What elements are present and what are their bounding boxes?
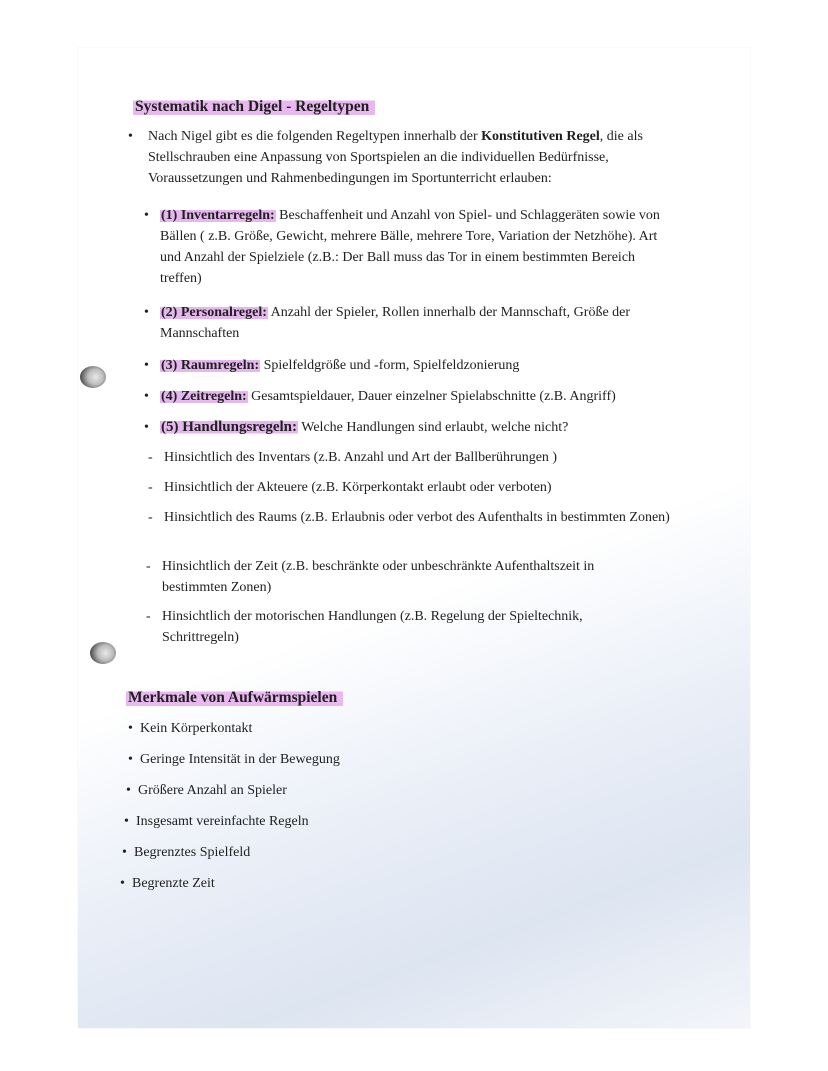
- bullet-symbol: •: [144, 208, 149, 223]
- bullet-symbol: •: [128, 721, 133, 736]
- list-item: Begrenztes Spielfeld: [134, 845, 251, 860]
- list-item: Begrenzte Zeit: [132, 876, 215, 891]
- rule-label: (5) Handlungsregeln:: [161, 419, 297, 435]
- list-item: Insgesamt vereinfachte Regeln: [136, 814, 309, 829]
- bullet-symbol: •: [144, 420, 149, 435]
- rule-label: (1) Inventarregeln:: [161, 208, 275, 223]
- rule-personalregel: [160, 302, 685, 344]
- section-heading-regeltypen: Systematik nach Digel - Regeltypen: [133, 97, 375, 117]
- rule-text: Spielfeldgröße und -form, Spielfeldzonierung: [260, 358, 520, 373]
- subpoint-zeit: Hinsichtlich der Zeit (z.B. beschränkte oder unbeschränkte Aufenthaltszeit in bestimmten Zonen): [162, 559, 595, 595]
- bullet-symbol: •: [120, 876, 125, 891]
- list-item: Kein Körperkontakt: [140, 721, 253, 736]
- rule-zeitregeln: [160, 386, 680, 407]
- subpoint-raum: Hinsichtlich des Raums (z.B. Erlaubnis oder verbot des Aufenthalts in bestimmten Zonen): [164, 510, 670, 525]
- dash-symbol: -: [148, 450, 153, 465]
- bullet-symbol: •: [126, 783, 131, 798]
- rule-text: Gesamtspieldauer, Dauer einzelner Spielabschnitte (z.B. Angriff): [247, 389, 616, 404]
- list-item: Geringe Intensität in der Bewegung: [140, 752, 340, 767]
- bullet-symbol: •: [128, 752, 133, 767]
- subpoint-motorik: Hinsichtlich der motorischen Handlungen (z.B. Regelung der Spieltechnik, Schrittregeln): [162, 609, 583, 645]
- bullet-symbol: •: [144, 389, 149, 404]
- bullet-symbol: •: [144, 358, 149, 373]
- bullet-symbol: •: [144, 305, 149, 320]
- subpoint-inventar: Hinsichtlich des Inventars (z.B. Anzahl und Art der Ballberührungen ): [164, 450, 558, 465]
- bullet-symbol: •: [124, 814, 129, 829]
- section-heading-aufwaermspiele: Merkmale von Aufwärmspielen: [126, 688, 343, 708]
- dash-symbol: -: [148, 480, 153, 495]
- rule-text: Welche Handlungen sind erlaubt, welche nicht?: [298, 420, 569, 435]
- rule-label: (4) Zeitregeln:: [161, 389, 247, 404]
- rule-label: (3) Raumregeln:: [161, 358, 260, 373]
- rule-text: Beschaffenheit und Anzahl von Spiel- und Schlaggeräten sowie von Bällen ( z.B. Größe, Gewicht, mehrere Bälle, mehrere Tore, Variation der Netzhöhe). Art und Anzahl der Spielziele (z.B.: Der Ball muss das Tor in einem bestimmten Bereich treffen): [160, 208, 660, 286]
- intro-text-2: , die als Stellschrauben eine Anpassung von Sportspielen an die individuellen Bedürfnisse, Voraussetzungen und Rahmenbedingungen im Sportunterricht erlauben:: [148, 129, 643, 186]
- intro-bold-term: Konstitutiven Regel: [481, 129, 600, 144]
- rule-text: Anzahl der Spieler, Rollen innerhalb der Mannschaft, Größe der Mannschaften: [160, 305, 631, 341]
- intro-paragraph: [148, 126, 696, 189]
- dash-symbol: -: [148, 510, 153, 525]
- dash-symbol: -: [146, 559, 151, 574]
- rule-handlungsregeln: [160, 417, 680, 438]
- dash-symbol: -: [146, 609, 151, 624]
- subpoint-akteure: Hinsichtlich der Akteuere (z.B. Körperkontakt erlaubt oder verboten): [164, 480, 552, 495]
- rule-raumregeln: [160, 355, 680, 376]
- intro-text-1: Nach Nigel gibt es die folgenden Regeltypen innerhalb der: [148, 129, 482, 144]
- rule-label: (2) Personalregel:: [161, 305, 267, 320]
- binder-hole-top: [80, 366, 106, 388]
- bullet-symbol: •: [128, 129, 133, 144]
- rule-inventarregeln: [160, 205, 680, 289]
- list-item: Größere Anzahl an Spieler: [138, 783, 287, 798]
- bullet-symbol: •: [122, 845, 127, 860]
- binder-hole-bottom: [90, 642, 116, 664]
